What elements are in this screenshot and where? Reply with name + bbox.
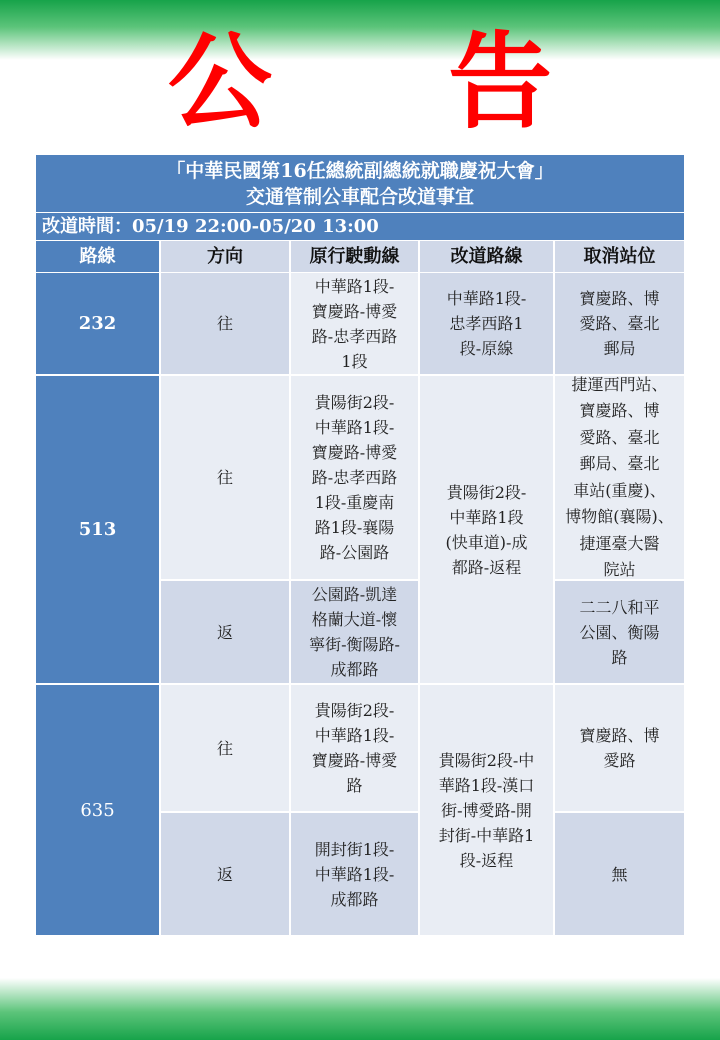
header-line-1: 「中華民國第16任總統副總統就職慶祝大會」 xyxy=(166,160,554,182)
column-header-direction: 方向 xyxy=(161,241,289,272)
detour-time: 改道時間：05/19 22:00-05/20 13:00 xyxy=(36,213,684,240)
column-header-original-route: 原行駛動線 xyxy=(291,241,418,272)
detour-route-cell: 中華路1段- 忠孝西路1 段-原線 xyxy=(420,273,553,374)
direction-cell: 往 xyxy=(161,273,289,374)
direction-cell: 返 xyxy=(161,813,289,935)
original-route-cell: 公園路-凱達 格蘭大道-懷 寧街-衡陽路- 成都路 xyxy=(291,581,418,683)
cancelled-stops-cell: 寶慶路、博 愛路、臺北 郵局 xyxy=(555,273,684,374)
cancelled-stops-cell: 二二八和平 公園、衡陽 路 xyxy=(555,581,684,683)
column-header-detour-route: 改道路線 xyxy=(420,241,553,272)
detour-route-cell: 貴陽街2段- 中華路1段 (快車道)-成 都路-返程 xyxy=(420,376,553,683)
original-route-cell: 中華路1段- 寶慶路-博愛 路-忠孝西路 1段 xyxy=(291,273,418,374)
notice-header xyxy=(36,155,684,212)
original-route-cell: 貴陽街2段- 中華路1段- 寶慶路-博愛 路 xyxy=(291,685,418,811)
direction-cell: 返 xyxy=(161,581,289,683)
header-line-2: 交通管制公車配合改道事宜 xyxy=(245,186,474,208)
direction-cell: 往 xyxy=(161,685,289,811)
original-route-cell: 開封街1段- 中華路1段- 成都路 xyxy=(291,813,418,935)
original-route-cell: 貴陽街2段- 中華路1段- 寶慶路-博愛 路-忠孝西路 1段-重慶南 路1段-襄陽 路-公園路 xyxy=(291,376,418,579)
detour-route-cell: 貴陽街2段-中 華路1段-漢口 街-博愛路-開 封街-中華路1 段-返程 xyxy=(420,685,553,935)
cancelled-stops-cell: 無 xyxy=(555,813,684,935)
column-header-route: 路線 xyxy=(36,241,159,272)
cancelled-stops-cell: 寶慶路、博 愛路 xyxy=(555,685,684,811)
direction-cell: 往 xyxy=(161,376,289,579)
cancelled-stops-cell: 捷運西門站、 寶慶路、博 愛路、臺北 郵局、臺北 車站(重慶)、 博物館(襄陽)、 捷運臺大醫 院站 xyxy=(555,376,684,579)
route-number-232: 232 xyxy=(36,273,159,374)
bottom-green-band xyxy=(0,978,720,1040)
route-number-635: 635 xyxy=(36,685,159,935)
route-number-513: 513 xyxy=(36,376,159,683)
column-header-cancelled-stops: 取消站位 xyxy=(555,241,684,272)
notice-title: 公 告 xyxy=(167,20,623,143)
